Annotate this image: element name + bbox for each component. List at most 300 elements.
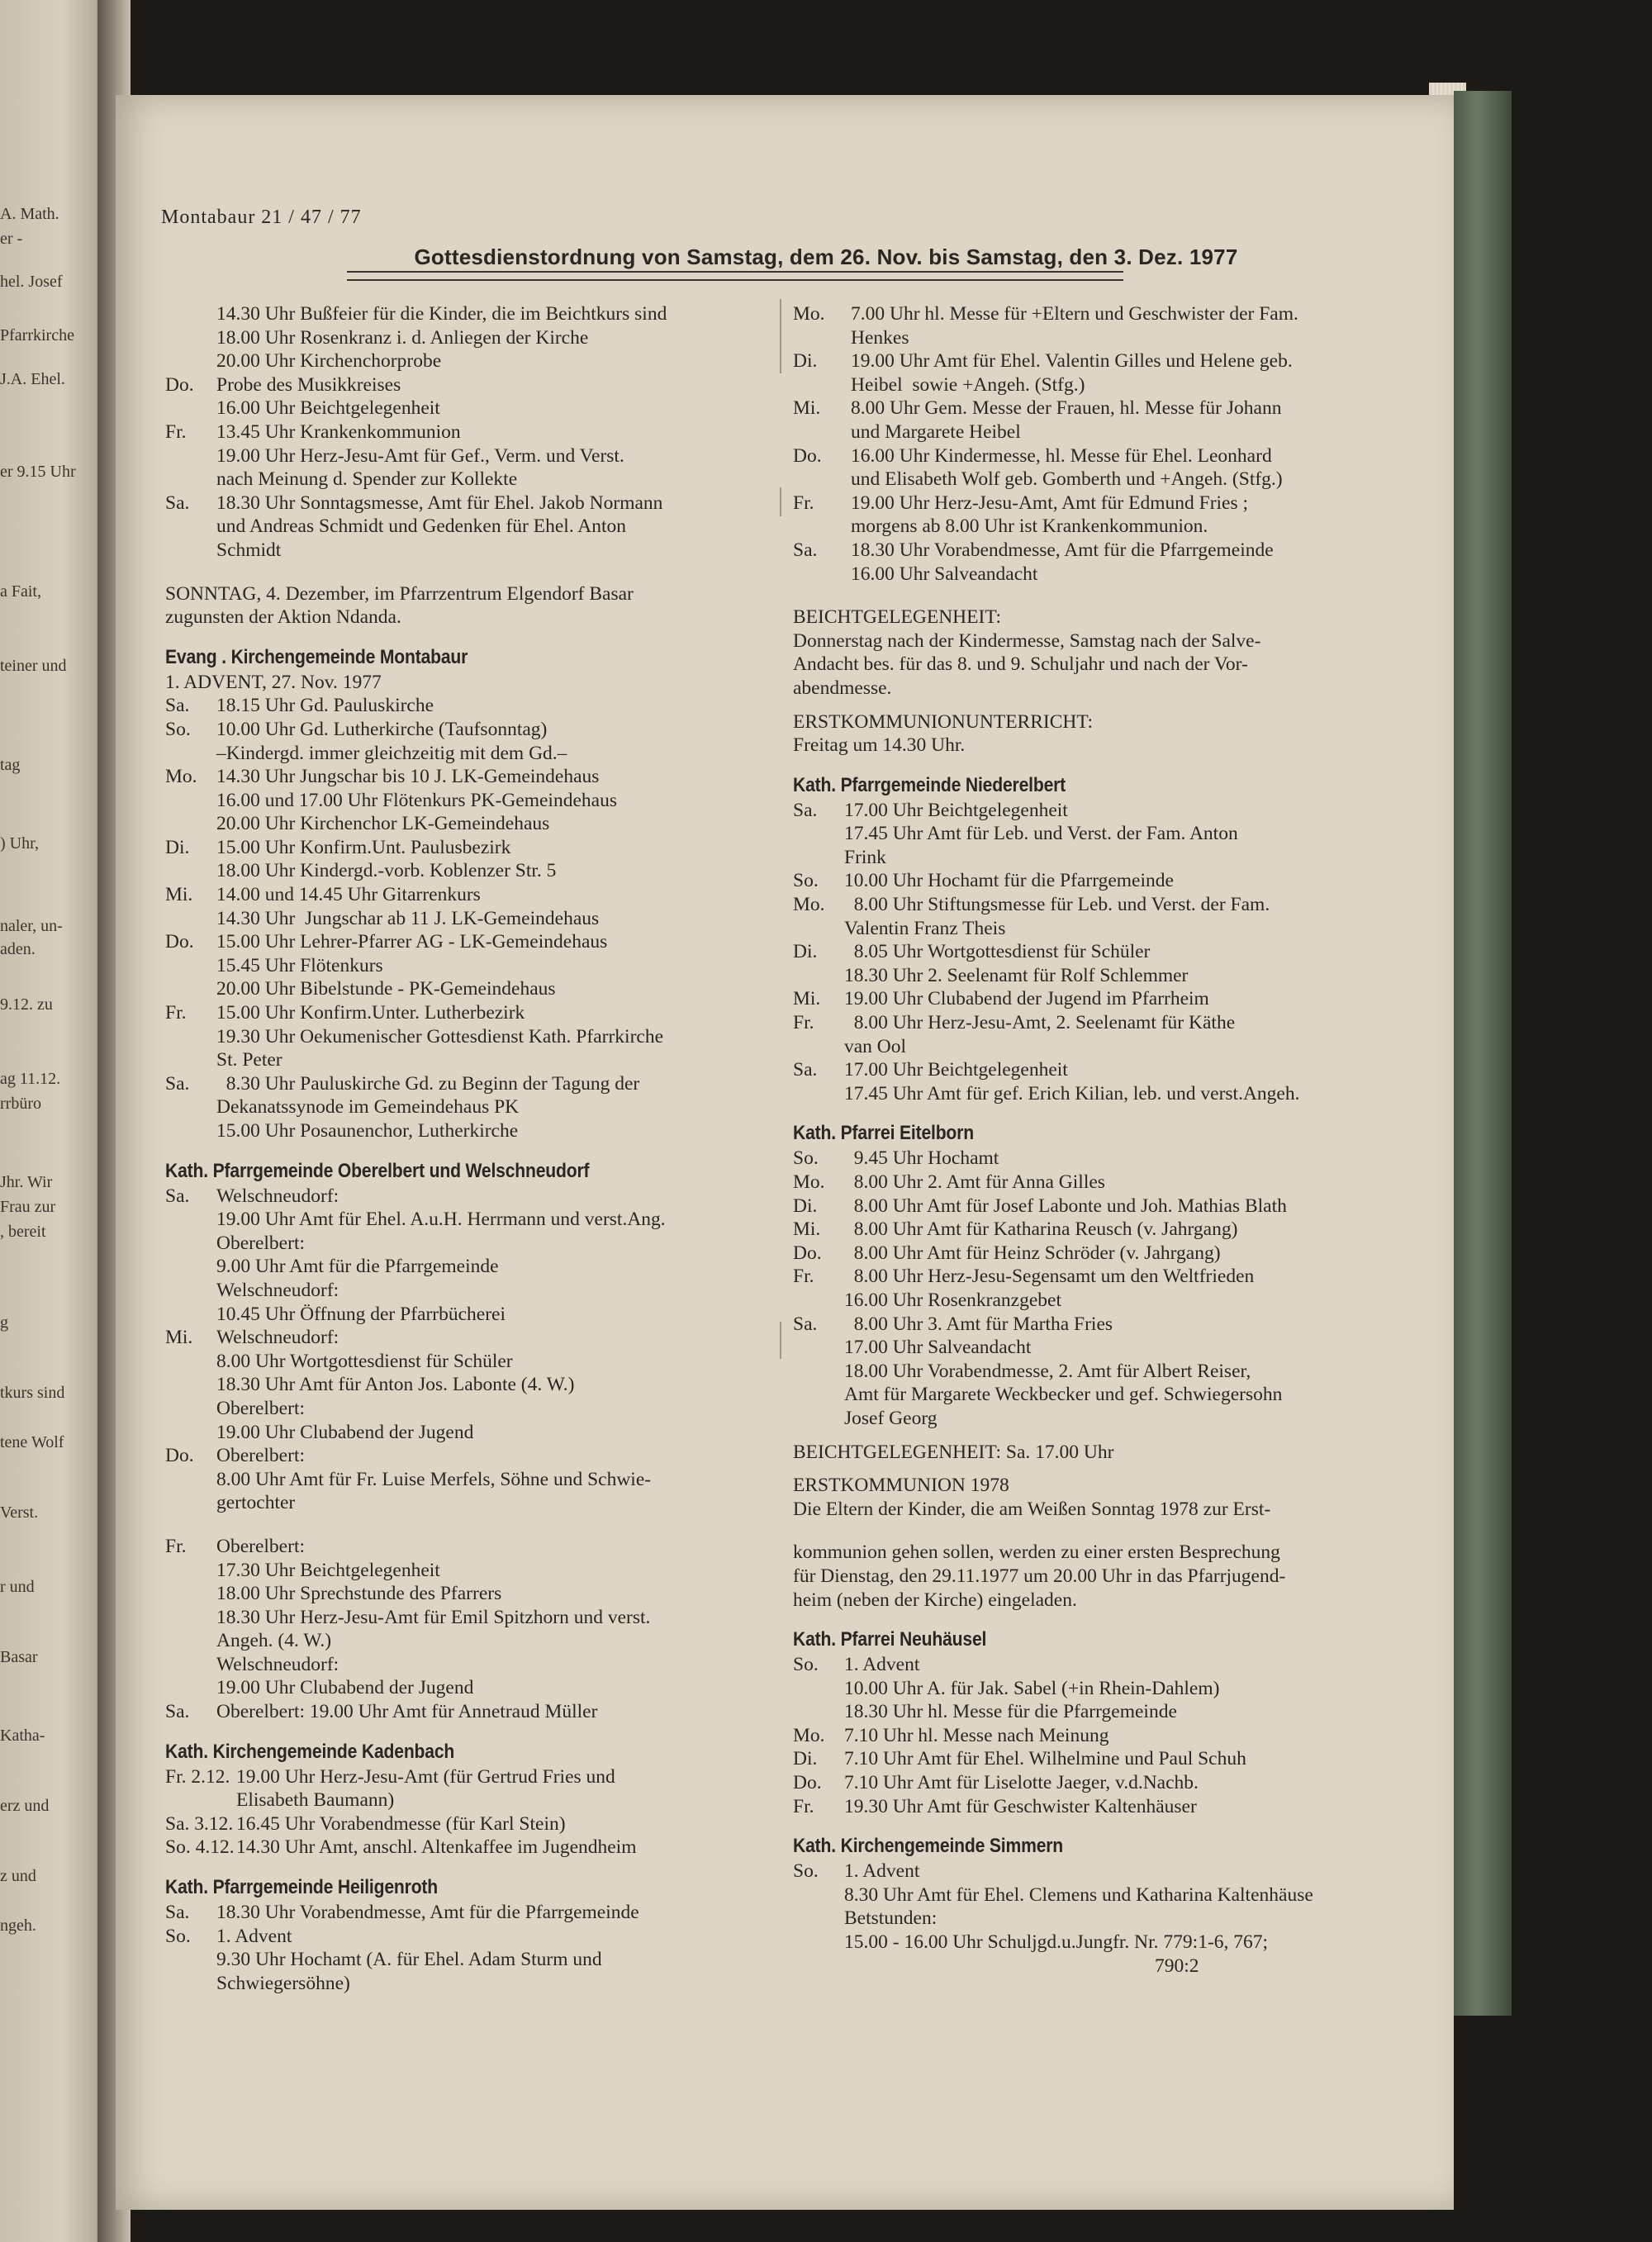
schedule-row — [793, 468, 1421, 492]
schedule-text: 9.00 Uhr Amt für die Pfarrgemeinde — [216, 1256, 499, 1278]
schedule-text: 20.00 Uhr Bibelstunde - PK-Gemeindehaus — [216, 978, 556, 1000]
schedule-text: 15.00 Uhr Konfirm.Unter. Lutherbezirk — [216, 1002, 525, 1024]
beicht-label: BEICHTGELEGENHEIT: — [793, 606, 1002, 629]
schedule-text: 9.45 Uhr Hochamt — [844, 1147, 999, 1170]
schedule-day: Fr. 2.12. — [165, 1765, 230, 1788]
schedule-text: 15.45 Uhr Flötenkurs — [216, 954, 383, 976]
schedule-row — [165, 1303, 776, 1327]
schedule-text: 20.00 Uhr Kirchenchorprobe — [216, 350, 442, 373]
schedule-row — [165, 1326, 776, 1350]
schedule-text: 15.00 - 16.00 Uhr Schuljgd.u.Jungfr. Nr. 779:1-6, 767; — [844, 1931, 1269, 1954]
schedule-text: Welschneudorf: — [216, 1185, 339, 1207]
schedule-text: 19.00 Uhr Clubabend der Jugend — [216, 1421, 474, 1443]
left-page-fragment: naler, un- — [0, 917, 63, 935]
schedule-day — [793, 1035, 844, 1059]
schedule-row — [165, 1535, 776, 1559]
schedule-row — [793, 987, 1421, 1011]
schedule-row — [165, 812, 776, 836]
schedule-text: 18.30 Uhr Sonntagsmesse, Amt für Ehel. Jakob Normann — [216, 492, 663, 514]
schedule-row — [165, 1048, 776, 1072]
schedule-day: So. — [165, 1925, 191, 1947]
schedule-text: 18.00 Uhr Sprechstunde des Pfarrers — [216, 1583, 502, 1605]
schedule-day — [793, 326, 851, 350]
section-heading-neuhaeusel: Kath. Pfarrei Neuhäusel — [793, 1628, 987, 1651]
schedule-text: Schwiegersöhne) — [216, 1972, 350, 1994]
schedule-row — [165, 742, 776, 766]
schedule-text: 18.30 Uhr 2. Seelenamt für Rolf Schlemmer — [844, 964, 1189, 986]
schedule-row — [793, 1313, 1421, 1337]
left-page-fragment: ngeh. — [0, 1917, 36, 1935]
schedule-row — [165, 1812, 776, 1836]
schedule-row — [165, 492, 776, 515]
schedule-row — [165, 1279, 776, 1303]
schedule-text: 8.30 Uhr Amt für Ehel. Clemens und Katharina Kaltenhäuse — [844, 1883, 1313, 1906]
schedule-text: Angeh. (4. W.) — [216, 1630, 332, 1652]
schedule-row — [165, 765, 776, 789]
schedule-day — [165, 1350, 216, 1374]
schedule-text: 17.00 Uhr Beichtgelegenheit — [844, 799, 1068, 821]
schedule-day — [165, 1303, 216, 1327]
schedule-row — [793, 1771, 1421, 1795]
schedule-row — [165, 1421, 776, 1445]
schedule-day — [165, 1653, 216, 1677]
schedule-day — [165, 302, 216, 326]
schedule-text: 13.45 Uhr Krankenkommunion — [216, 420, 461, 443]
schedule-day: So. — [793, 1147, 819, 1170]
erstkomm-title: ERSTKOMMUNION 1978 — [793, 1475, 1009, 1497]
column-divider — [780, 1322, 781, 1359]
schedule-row — [165, 1001, 776, 1025]
left-page-fragment: teiner und — [0, 657, 67, 675]
left-page-fragment: aden. — [0, 940, 36, 958]
schedule-row — [165, 1208, 776, 1232]
schedule-text: 16.00 und 17.00 Uhr Flötenkurs PK-Gemeindehaus — [216, 789, 617, 811]
schedule-day — [165, 1025, 216, 1049]
schedule-day — [793, 1883, 844, 1907]
schedule-day — [165, 1972, 216, 1996]
schedule-day — [165, 742, 216, 766]
left-page-fragment: er - — [0, 230, 23, 248]
column-divider — [780, 487, 781, 516]
schedule-text: Henkes — [851, 326, 909, 349]
left-page-fragment: ) Uhr, — [0, 834, 39, 853]
page-reference: Montabaur 21 / 47 / 77 — [161, 207, 362, 228]
schedule-text: van Ool — [844, 1035, 907, 1057]
beicht-line: Andacht bes. für das 8. und 9. Schuljahr und nach der Vor- — [793, 653, 1248, 676]
schedule-text: 19.00 Uhr Amt für Ehel. A.u.H. Herrmann und verst.Ang. — [216, 1209, 666, 1231]
schedule-text: 1. Advent — [216, 1925, 292, 1947]
schedule-day: Sa. — [793, 799, 818, 821]
schedule-row — [165, 397, 776, 420]
right-column — [793, 302, 1421, 1978]
schedule-row — [165, 977, 776, 1001]
schedule-row — [793, 1653, 1421, 1677]
schedule-text: 17.45 Uhr Amt für Leb. und Verst. der Fam. Anton — [844, 823, 1238, 845]
schedule-text: 8.00 Uhr 3. Amt für Martha Fries — [844, 1313, 1113, 1335]
schedule-row — [165, 859, 776, 883]
schedule-day — [165, 1048, 216, 1072]
schedule-day: Sa. — [165, 1902, 190, 1924]
schedule-day: Di. — [793, 941, 818, 963]
schedule-row — [793, 1700, 1421, 1724]
block-rows — [793, 1653, 1421, 1818]
schedule-text: 14.30 Uhr Bußfeier für die Kinder, die im Beichtkurs sind — [216, 303, 667, 325]
schedule-text: 8.00 Uhr Herz-Jesu-Segensamt um den Weltfrieden — [844, 1266, 1255, 1288]
schedule-text: morgens ab 8.00 Uhr ist Krankenkommunion. — [851, 515, 1208, 538]
schedule-day: Do. — [793, 1242, 822, 1264]
schedule-day — [793, 420, 851, 444]
schedule-row — [793, 1195, 1421, 1218]
schedule-text: 10.00 Uhr A. für Jak. Sabel (+in Rhein-Dahlem) — [844, 1677, 1220, 1699]
schedule-row — [165, 1491, 776, 1515]
schedule-row — [793, 1035, 1421, 1059]
schedule-day — [793, 846, 844, 870]
schedule-row — [165, 836, 776, 860]
schedule-day — [165, 468, 216, 492]
schedule-day: Sa. — [165, 492, 190, 514]
schedule-text: 17.00 Uhr Salveandacht — [844, 1337, 1032, 1359]
schedule-row — [165, 930, 776, 954]
schedule-day: Do. — [165, 1445, 194, 1467]
left-page-edge — [0, 0, 112, 2242]
schedule-day — [165, 1373, 216, 1397]
schedule-day: Mi. — [165, 884, 193, 906]
schedule-row — [165, 1373, 776, 1397]
schedule-text: 7.10 Uhr Amt für Ehel. Wilhelmine und Paul Schuh — [844, 1748, 1246, 1770]
schedule-text: 8.00 Uhr Stiftungsmesse für Leb. und Verst. der Fam. — [844, 894, 1270, 916]
schedule-day — [793, 1907, 844, 1931]
schedule-day: Mo. — [793, 1171, 825, 1193]
schedule-day — [793, 1677, 844, 1701]
schedule-text: 16.45 Uhr Vorabendmesse (für Karl Stein) — [236, 1812, 566, 1835]
left-column — [165, 302, 776, 1995]
schedule-text: 8.00 Uhr 2. Amt für Anna Gilles — [844, 1171, 1105, 1193]
schedule-day — [165, 1491, 216, 1515]
schedule-text: 18.00 Uhr Rosenkranz i. d. Anliegen der Kirche — [216, 326, 589, 349]
schedule-row — [165, 789, 776, 813]
schedule-day — [165, 515, 216, 539]
schedule-text: Welschneudorf: — [216, 1279, 339, 1301]
schedule-row — [793, 1265, 1421, 1289]
block-rows — [793, 1147, 1421, 1430]
schedule-text: 790:2 — [844, 1955, 1199, 1977]
schedule-day — [793, 515, 851, 539]
schedule-day: Mo. — [793, 894, 825, 916]
schedule-row — [165, 1025, 776, 1049]
schedule-row — [165, 1972, 776, 1996]
schedule-text: Elisabeth Baumann) — [236, 1789, 395, 1812]
schedule-text: 18.30 Uhr Vorabendmesse, Amt für die Pfarrgemeinde — [216, 1902, 639, 1924]
schedule-row — [793, 1082, 1421, 1106]
schedule-day — [165, 1119, 216, 1143]
schedule-day: Fr. — [793, 1012, 814, 1034]
schedule-day: Sa. — [165, 1185, 190, 1207]
schedule-text: 15.00 Uhr Posaunenchor, Lutherkirche — [216, 1120, 519, 1142]
schedule-row — [793, 1907, 1421, 1931]
schedule-row — [165, 349, 776, 373]
schedule-text: Betstunden: — [844, 1907, 938, 1930]
erstkomm-line: Die Eltern der Kinder, die am Weißen Sonntag 1978 zur Erst- — [793, 1498, 1271, 1520]
block-rows — [165, 302, 776, 563]
schedule-text: –Kindergd. immer gleichzeitig mit dem Gd.– — [216, 742, 567, 764]
schedule-day: Di. — [165, 836, 190, 858]
schedule-day: Fr. — [165, 420, 187, 443]
schedule-text: 7.10 Uhr hl. Messe nach Meinung — [844, 1724, 1109, 1746]
schedule-row — [165, 1350, 776, 1374]
schedule-text: 19.00 Uhr Herz-Jesu-Amt (für Gertrud Fries und — [236, 1765, 615, 1788]
block-rows — [793, 302, 1421, 586]
schedule-row — [793, 1218, 1421, 1242]
schedule-row — [793, 1795, 1421, 1819]
schedule-day: Do. — [793, 1772, 822, 1794]
schedule-text: Amt für Margarete Weckbecker und gef. Schwiegersohn — [844, 1384, 1283, 1406]
left-page-fragment: Verst. — [0, 1503, 39, 1522]
left-page-fragment: 9.12. zu — [0, 995, 53, 1014]
schedule-text: 15.00 Uhr Konfirm.Unt. Paulusbezirk — [216, 836, 511, 858]
schedule-row — [165, 1444, 776, 1468]
schedule-day — [793, 468, 851, 492]
left-page-fragment: J.A. Ehel. — [0, 370, 65, 388]
schedule-day — [165, 1676, 216, 1700]
schedule-text: 15.00 Uhr Lehrer-Pfarrer AG - LK-Gemeindehaus — [216, 931, 608, 953]
schedule-day — [165, 859, 216, 883]
schedule-row — [793, 917, 1421, 941]
schedule-day — [793, 563, 851, 587]
schedule-day: Fr. — [165, 1535, 187, 1557]
schedule-day: Fr. — [793, 1795, 814, 1817]
schedule-day — [165, 1606, 216, 1630]
schedule-day — [165, 444, 216, 468]
schedule-row — [793, 1747, 1421, 1771]
schedule-row — [165, 1255, 776, 1279]
schedule-row — [165, 1700, 776, 1724]
left-page-fragment: g — [0, 1313, 8, 1332]
schedule-text: Valentin Franz Theis — [844, 917, 1006, 939]
schedule-text: Schmidt — [216, 539, 282, 561]
schedule-day — [165, 812, 216, 836]
schedule-row — [793, 1171, 1421, 1195]
schedule-row — [793, 1883, 1421, 1907]
schedule-text: 10.45 Uhr Öffnung der Pfarrbücherei — [216, 1303, 506, 1325]
schedule-row — [165, 1925, 776, 1949]
schedule-day: Mi. — [793, 988, 821, 1010]
left-page-fragment: Pfarrkirche — [0, 326, 74, 344]
schedule-text: 7.00 Uhr hl. Messe für +Eltern und Geschwister der Fam. — [851, 303, 1298, 325]
schedule-day: Fr. — [793, 1266, 814, 1288]
schedule-text: 9.30 Uhr Hochamt (A. für Ehel. Adam Sturm und — [216, 1949, 602, 1971]
schedule-text: Welschneudorf: — [216, 1653, 339, 1675]
schedule-row — [793, 940, 1421, 964]
schedule-day: Sa. — [165, 695, 190, 717]
schedule-day: Fr. — [793, 492, 814, 514]
block-rows — [165, 694, 776, 1142]
erstkomm-line: heim (neben der Kirche) eingeladen. — [793, 1589, 1077, 1611]
schedule-text: 7.10 Uhr Amt für Liselotte Jaeger, v.d.Nachb. — [844, 1772, 1199, 1794]
schedule-row — [793, 822, 1421, 846]
schedule-day — [793, 1336, 844, 1360]
schedule-row — [793, 1860, 1421, 1883]
schedule-text: Oberelbert: — [216, 1445, 306, 1467]
schedule-row — [165, 444, 776, 468]
schedule-row — [165, 694, 776, 718]
schedule-day — [165, 1397, 216, 1421]
schedule-text: 8.05 Uhr Wortgottesdienst für Schüler — [844, 941, 1151, 963]
left-page-fragment: Basar — [0, 1648, 38, 1666]
schedule-row — [165, 907, 776, 931]
schedule-row — [165, 1765, 776, 1789]
section-heading-evang: Evang . Kirchengemeinde Montabaur — [165, 645, 468, 668]
schedule-text: 8.00 Uhr Amt für Heinz Schröder (v. Jahrgang) — [844, 1242, 1221, 1264]
schedule-text: 17.45 Uhr Amt für gef. Erich Kilian, leb. und verst.Angeh. — [844, 1082, 1300, 1104]
schedule-row — [165, 954, 776, 978]
schedule-day — [165, 1421, 216, 1445]
schedule-day: So. 4.12. — [165, 1836, 235, 1859]
column-divider — [780, 299, 781, 373]
schedule-day: So. — [793, 1860, 819, 1883]
schedule-text: 18.00 Uhr Vorabendmesse, 2. Amt für Albert Reiser, — [844, 1360, 1251, 1382]
schedule-row — [165, 1676, 776, 1700]
beicht-line: Donnerstag nach der Kindermesse, Samstag nach der Salve- — [793, 629, 1261, 652]
eitelborn-beicht: BEICHTGELEGENHEIT: Sa. 17.00 Uhr — [793, 1441, 1114, 1463]
schedule-text: und Andreas Schmidt und Gedenken für Ehel. Anton — [216, 515, 627, 538]
schedule-day: So. — [793, 1654, 819, 1676]
left-page-fragment: z und — [0, 1867, 36, 1885]
schedule-row — [165, 1559, 776, 1583]
sonntag-note-line: zugunsten der Aktion Ndanda. — [165, 606, 401, 629]
schedule-text: 8.30 Uhr Pauluskirche Gd. zu Beginn der Tagung der — [216, 1072, 640, 1095]
schedule-row — [793, 1677, 1421, 1701]
schedule-day: Sa. — [793, 1313, 818, 1335]
schedule-day: So. — [165, 718, 191, 740]
schedule-day — [793, 1289, 844, 1313]
schedule-text: 8.00 Uhr Wortgottesdienst für Schüler — [216, 1350, 513, 1372]
schedule-row — [793, 1147, 1421, 1171]
schedule-row — [793, 799, 1421, 823]
schedule-day — [793, 1082, 844, 1106]
schedule-text: 19.30 Uhr Oekumenischer Gottesdienst Kath. Pfarrkirche — [216, 1025, 664, 1047]
schedule-text: 18.00 Uhr Kindergd.-vorb. Koblenzer Str. 5 — [216, 860, 557, 882]
schedule-row — [793, 444, 1421, 468]
block-rows — [165, 1901, 776, 1995]
schedule-day — [793, 964, 844, 988]
schedule-text: nach Meinung d. Spender zur Kollekte — [216, 468, 518, 491]
block-rows — [165, 1535, 776, 1724]
left-page-fragment: ag 11.12. — [0, 1070, 61, 1088]
block-rows — [165, 1765, 776, 1860]
schedule-day — [165, 1559, 216, 1583]
schedule-day: Mo. — [165, 766, 197, 788]
schedule-day — [165, 907, 216, 931]
section-heading-oberelbert: Kath. Pfarrgemeinde Oberelbert und Welschneudorf — [165, 1159, 590, 1182]
left-page-fragment: tene Wolf — [0, 1433, 64, 1451]
schedule-text: 16.00 Uhr Rosenkranzgebet — [844, 1289, 1061, 1311]
schedule-row — [165, 373, 776, 397]
schedule-text: 8.00 Uhr Gem. Messe der Frauen, hl. Messe für Johann — [851, 397, 1282, 420]
schedule-day: Sa. 3.12. — [165, 1812, 234, 1835]
schedule-day: Di. — [793, 350, 818, 373]
schedule-day: Sa. — [165, 1701, 190, 1723]
schedule-day: Do. — [165, 931, 194, 953]
schedule-row — [165, 1185, 776, 1209]
beicht-line: abendmesse. — [793, 677, 892, 699]
schedule-text: 10.00 Uhr Gd. Lutherkirche (Taufsonntag) — [216, 718, 548, 740]
schedule-row — [793, 893, 1421, 917]
schedule-day — [793, 1360, 844, 1384]
schedule-day — [165, 397, 216, 420]
schedule-row — [165, 468, 776, 492]
schedule-row — [793, 1360, 1421, 1384]
schedule-day: Di. — [793, 1195, 818, 1217]
schedule-day — [165, 1788, 236, 1812]
schedule-text: St. Peter — [216, 1049, 282, 1071]
schedule-row — [165, 326, 776, 350]
schedule-day: Do. — [165, 373, 194, 396]
schedule-row — [793, 539, 1421, 563]
section-subtitle: 1. ADVENT, 27. Nov. 1977 — [165, 671, 382, 693]
schedule-row — [165, 1232, 776, 1256]
schedule-row — [793, 1242, 1421, 1266]
schedule-day: Sa. — [165, 1072, 190, 1095]
schedule-text: 18.30 Uhr Vorabendmesse, Amt für die Pfarrgemeinde — [851, 539, 1274, 561]
schedule-text: 19.00 Uhr Amt für Ehel. Valentin Gilles und Helene geb. — [851, 350, 1293, 373]
section-heading-heiligenroth: Kath. Pfarrgemeinde Heiligenroth — [165, 1876, 438, 1899]
schedule-day — [165, 1208, 216, 1232]
schedule-text: 19.00 Uhr Clubabend der Jugend — [216, 1677, 474, 1699]
schedule-row — [165, 1948, 776, 1972]
schedule-row — [793, 869, 1421, 893]
schedule-day — [165, 789, 216, 813]
schedule-row — [165, 718, 776, 742]
schedule-row — [165, 883, 776, 907]
schedule-row — [793, 1724, 1421, 1748]
schedule-text: Oberelbert: — [216, 1397, 306, 1419]
left-page-fragment: r und — [0, 1578, 35, 1596]
schedule-day — [793, 1383, 844, 1407]
erstkomm-label: ERSTKOMMUNIONUNTERRICHT: — [793, 710, 1094, 733]
schedule-row — [793, 1383, 1421, 1407]
erstkomm-line: kommunion gehen sollen, werden zu einer ersten Besprechung — [793, 1541, 1280, 1564]
schedule-text: 8.00 Uhr Amt für Katharina Reusch (v. Jahrgang) — [844, 1218, 1238, 1241]
schedule-row — [793, 1955, 1421, 1978]
schedule-text: 8.00 Uhr Amt für Fr. Luise Merfels, Söhne und Schwie- — [216, 1468, 652, 1490]
schedule-text: 18.15 Uhr Gd. Pauluskirche — [216, 695, 434, 717]
left-page-fragment: rrbüro — [0, 1095, 41, 1113]
schedule-day — [165, 1629, 216, 1653]
schedule-row — [165, 1836, 776, 1860]
schedule-row — [793, 1931, 1421, 1955]
schedule-row — [165, 539, 776, 563]
schedule-day: Mi. — [793, 397, 821, 420]
schedule-text: Probe des Musikkreises — [216, 373, 401, 396]
schedule-row — [165, 1901, 776, 1925]
schedule-day — [165, 349, 216, 373]
schedule-text: 19.00 Uhr Herz-Jesu-Amt, Amt für Edmund Fries ; — [851, 492, 1249, 514]
schedule-text: Oberelbert: — [216, 1535, 306, 1557]
schedule-text: gertochter — [216, 1492, 296, 1514]
schedule-text: und Elisabeth Wolf geb. Gomberth und +Angeh. (Stfg.) — [851, 468, 1283, 491]
schedule-row — [793, 1011, 1421, 1035]
schedule-day — [165, 1279, 216, 1303]
schedule-text: 17.30 Uhr Beichtgelegenheit — [216, 1559, 440, 1581]
schedule-text: 10.00 Uhr Hochamt für die Pfarrgemeinde — [844, 870, 1174, 892]
schedule-row — [165, 1072, 776, 1096]
schedule-row — [793, 492, 1421, 515]
schedule-text: 19.00 Uhr Clubabend der Jugend im Pfarrheim — [844, 988, 1209, 1010]
left-page-fragment: Jhr. Wir — [0, 1173, 53, 1191]
schedule-text: Heibel sowie +Angeh. (Stfg.) — [851, 373, 1085, 396]
schedule-row — [165, 1606, 776, 1630]
schedule-day: Do. — [793, 444, 822, 467]
